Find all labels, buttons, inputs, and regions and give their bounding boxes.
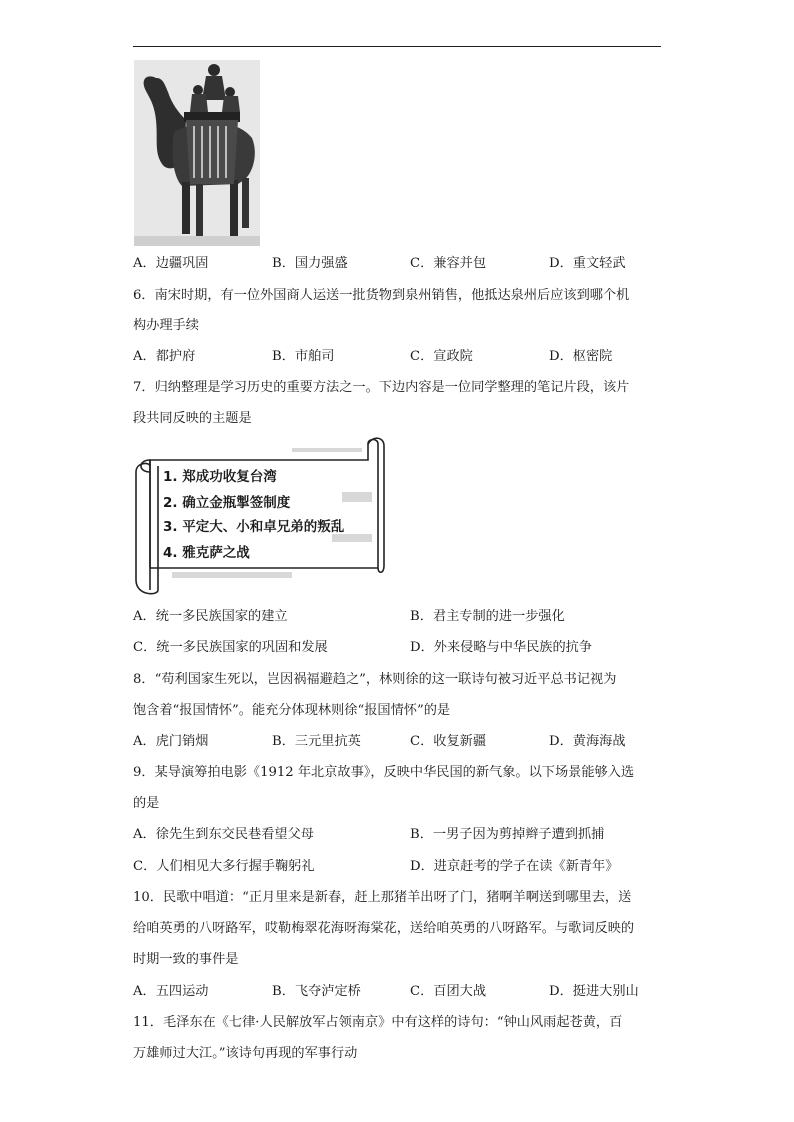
q8-option-c: C．收复新疆	[410, 734, 487, 749]
note-item-3: 3. 平定大、小和卓兄弟的叛乱	[163, 519, 345, 535]
q10-option-b: B．飞夺泸定桥	[272, 984, 361, 999]
q8-option-b: B．三元里抗英	[272, 734, 361, 749]
q5-option-a: A．边疆巩固	[133, 256, 209, 271]
q10-stem-line-1: 10．民歌中唱道：“正月里来是新春，赶上那猪羊出呀了门，猪啊羊啊送到哪里去，送	[133, 890, 632, 905]
q9-option-a: A．徐先生到东交民巷看望父母	[133, 827, 314, 842]
q8-option-a: A．虎门销烟	[133, 734, 209, 749]
q7-stem-line-2: 段共同反映的主题是	[133, 411, 252, 426]
q6-option-a: A．都护府	[133, 349, 196, 364]
q9-option-c: C．人们相见大多行握手鞠躬礼	[133, 859, 315, 874]
q10-stem-line-3: 时期一致的事件是	[133, 952, 239, 967]
q9-stem-line-1: 9．某导演筹拍电影《1912 年北京故事》，反映中华民国的新气象。以下场景能够入选	[133, 765, 635, 780]
q9-option-b: B．一男子因为剪掉辫子遭到抓捕	[410, 827, 605, 842]
q7-option-d: D．外来侵略与中华民族的抗争	[410, 640, 593, 655]
q7-option-a: A．统一多民族国家的建立	[133, 609, 288, 624]
q9-option-d: D．进京赶考的学子在读《新青年》	[410, 859, 619, 874]
q5-option-c: C．兼容并包	[410, 256, 487, 271]
q7-option-c: C．统一多民族国家的巩固和发展	[133, 640, 328, 655]
q6-stem-line-1: 6．南宋时期，有一位外国商人运送一批货物到泉州销售，他抵达泉州后应该到哪个机	[133, 288, 630, 303]
q6-stem-line-2: 构办理手续	[133, 318, 199, 333]
q7-stem-line-1: 7．归纳整理是学习历史的重要方法之一。下边内容是一位同学整理的笔记片段，该片	[133, 380, 630, 395]
note-item-4: 4. 雅克萨之战	[163, 545, 250, 561]
note-item-1: 1. 郑成功收复台湾	[163, 469, 277, 485]
header-rule	[133, 46, 661, 47]
q8-stem-line-2: 饱含着“报国情怀”。能充分体现林则徐“报国情怀”的是	[133, 703, 451, 718]
q9-stem-line-2: 的是	[133, 796, 160, 811]
camel-figurine-image	[134, 60, 260, 246]
q11-stem-line-1: 11．毛泽东在《七律·人民解放军占领南京》中有这样的诗句：“钟山风雨起苍黄，百	[133, 1015, 623, 1030]
q8-stem-line-1: 8．“苟利国家生死以，岂因祸福避趋之”，林则徐的这一联诗句被习近平总书记视为	[133, 672, 617, 687]
q10-stem-line-2: 给咱英勇的八呀路军，哎勒梅翠花海呀海棠花，送给咱英勇的八呀路军。与歌词反映的	[133, 921, 635, 936]
q6-option-d: D．枢密院	[549, 349, 613, 364]
q5-option-d: D．重文轻武	[549, 256, 626, 271]
q10-option-d: D．挺进大别山	[549, 984, 639, 999]
q8-option-d: D．黄海海战	[549, 734, 626, 749]
q10-option-c: C．百团大战	[410, 984, 487, 999]
q11-stem-line-2: 万雄师过大江。”该诗句再现的军事行动	[133, 1046, 358, 1061]
q6-option-b: B．市舶司	[272, 349, 335, 364]
q7-option-b: B．君主专制的进一步强化	[410, 609, 565, 624]
q6-option-c: C．宣政院	[410, 349, 473, 364]
q5-option-b: B．国力强盛	[272, 256, 348, 271]
note-scroll-image	[132, 436, 390, 596]
note-item-2: 2. 确立金瓶掣签制度	[163, 495, 291, 511]
q10-option-a: A．五四运动	[133, 984, 209, 999]
